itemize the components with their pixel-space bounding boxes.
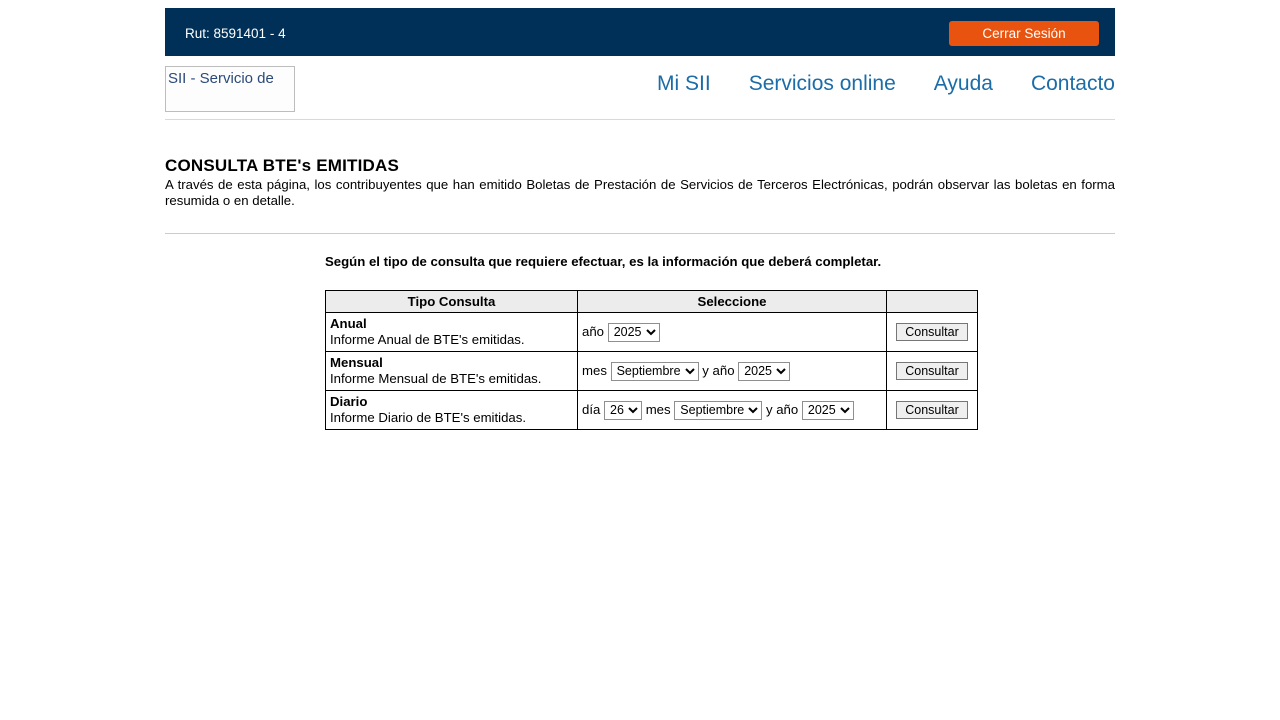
label-anio-anual: año [582,324,605,339]
tipo-title-diario: Diario [330,394,368,409]
tipo-desc-mensual: Informe Mensual de BTE's emitidas. [330,371,542,386]
nav-item-mi-sii[interactable]: Mi SII [657,72,711,95]
sii-logo-broken-image[interactable] [165,66,295,112]
instruction-text: Según el tipo de consulta que requiere efectuar, es la información que deberá completar. [325,254,882,269]
cell-tipo-diario [326,391,578,430]
consultar-button-mensual[interactable]: Consultar [896,362,968,380]
month-select-mensual[interactable] [611,362,699,381]
nav-item-ayuda[interactable]: Ayuda [933,72,993,95]
label-dia-diario: día [582,402,601,417]
nav-item-contacto[interactable]: Contacto [1030,72,1115,95]
cell-tipo-mensual [326,352,578,391]
page-intro-text: A través de esta página, los contribuyentes que han emitido Boletas de Prestación de Servicios de Terceros Electrónicas, podrán observar las boletas en forma resumida o en detalle. [165,177,1115,208]
label-anio-mensual: y año [702,363,735,378]
rut-label: Rut: 8591401 - 4 [185,26,286,41]
header-actions [887,291,978,313]
site-header [165,56,1115,120]
tipo-title-anual: Anual [330,316,367,331]
logo-alt-text: SII - Servicio de [168,70,274,87]
cell-tipo-anual [326,313,578,352]
page-title: CONSULTA BTE's EMITIDAS [165,156,400,175]
label-mes-diario: mes [645,402,671,417]
consultar-button-diario[interactable]: Consultar [896,401,968,419]
cell-action-anual [887,313,978,352]
table-header-row [326,291,978,313]
cell-seleccione-anual [578,313,887,352]
table-row [326,313,978,352]
day-select-diario[interactable] [604,401,642,420]
month-select-diario[interactable] [674,401,762,420]
table-row [326,391,978,430]
consultar-button-anual[interactable]: Consultar [896,323,968,341]
cell-action-mensual [887,352,978,391]
cell-seleccione-mensual [578,352,887,391]
cell-seleccione-diario [578,391,887,430]
nav-item-servicios-online[interactable]: Servicios online [748,72,896,95]
top-bar [165,8,1115,56]
header-tipo-consulta: Tipo Consulta [326,291,578,313]
cell-action-diario [887,391,978,430]
year-select-mensual[interactable] [738,362,790,381]
table-row [326,352,978,391]
horizontal-divider [165,233,1115,234]
header-seleccione: Seleccione [578,291,887,313]
logout-button[interactable]: Cerrar Sesión [949,21,1099,46]
label-mes-mensual: mes [582,363,607,378]
tipo-desc-anual: Informe Anual de BTE's emitidas. [330,332,525,347]
consulta-table [325,290,978,430]
year-select-diario[interactable] [802,401,854,420]
tipo-desc-diario: Informe Diario de BTE's emitidas. [330,410,527,425]
year-select-anual[interactable] [608,323,660,342]
tipo-title-mensual: Mensual [330,355,383,370]
label-anio-diario: y año [765,402,799,417]
main-nav [657,72,1115,96]
